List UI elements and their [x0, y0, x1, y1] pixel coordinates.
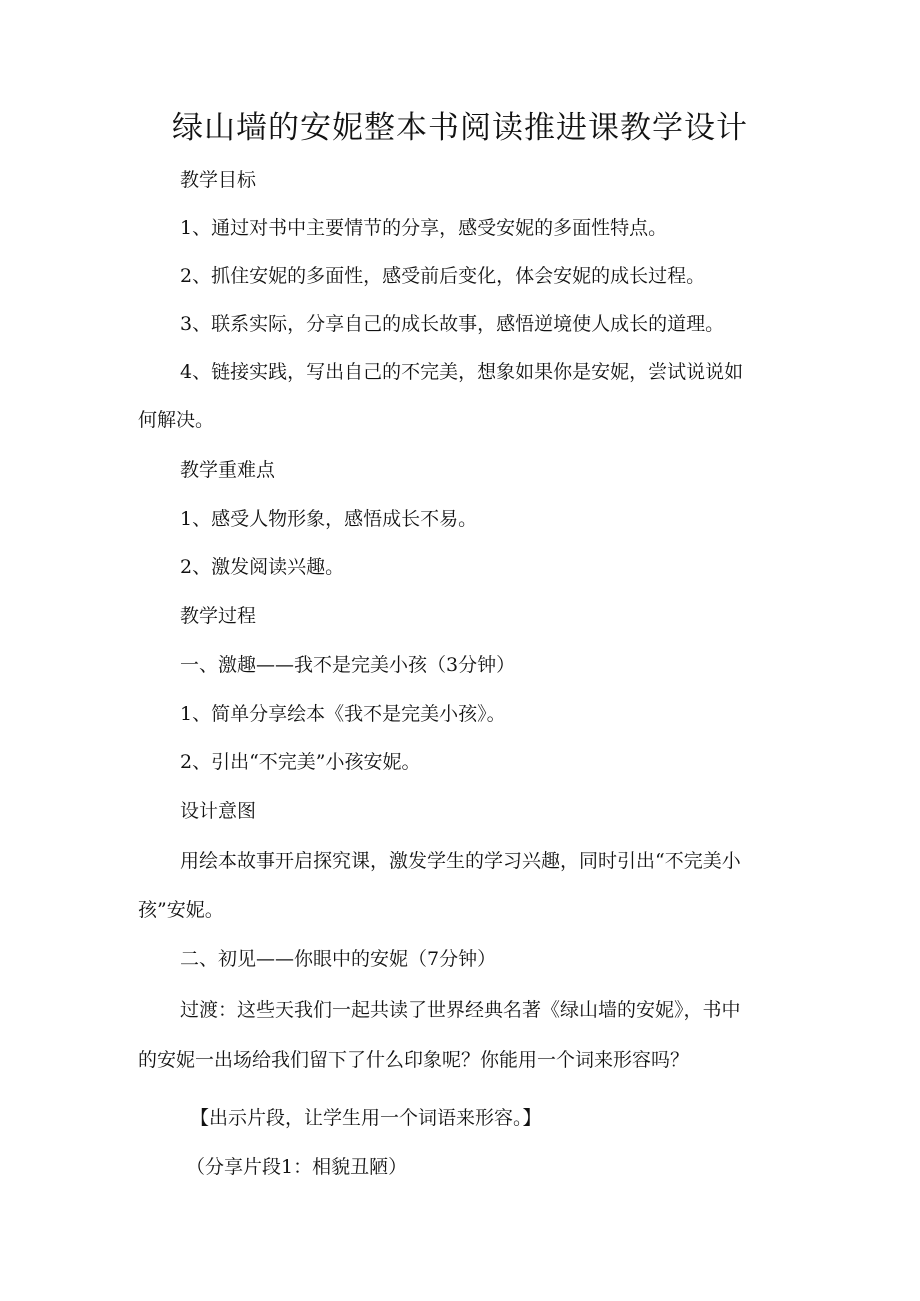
part1-heading: 一、激趣——我不是完美小孩（3分钟） [180, 654, 516, 676]
part1-item-1: 1、简单分享绘本《我不是完美小孩》。 [180, 703, 506, 725]
part2-heading: 二、初见——你眼中的安妮（7分钟） [180, 948, 497, 970]
document-title: 绿山墙的安妮整本书阅读推进课教学设计 [172, 110, 748, 146]
objective-1: 1、通过对书中主要情节的分享，感受安妮的多面性特点。 [180, 217, 668, 239]
part2-fragment: （分享片段1：相貌丑陋） [186, 1156, 408, 1178]
difficulty-2: 2、激发阅读兴趣。 [180, 556, 345, 578]
part2-transition-continued: 的安妮一出场给我们留下了什么印象呢？你能用一个词来形容吗？ [138, 1049, 690, 1071]
design-intent-text: 用绘本故事开启探究课，激发学生的学习兴趣，同时引出“不完美小 [180, 850, 741, 872]
design-intent-heading: 设计意图 [180, 800, 257, 822]
part1-item-2: 2、引出“不完美”小孩安妮。 [180, 751, 421, 773]
objective-4-continued: 何解决。 [138, 409, 215, 431]
objective-4: 4、链接实践，写出自己的不完美，想象如果你是安妮，尝试说说如 [180, 361, 744, 383]
process-heading: 教学过程 [180, 605, 257, 627]
objectives-heading: 教学目标 [180, 169, 257, 191]
part2-instruction: 【出示片段，让学生用一个词语来形容。】 [190, 1107, 542, 1129]
objective-2: 2、抓住安妮的多面性，感受前后变化，体会安妮的成长过程。 [180, 265, 706, 287]
difficulty-1: 1、感受人物形象，感悟成长不易。 [180, 508, 478, 530]
objective-3: 3、联系实际，分享自己的成长故事，感悟逆境使人成长的道理。 [180, 313, 725, 335]
part2-transition: 过渡：这些天我们一起共读了世界经典名著《绿山墙的安妮》，书中 [180, 999, 741, 1021]
design-intent-text-continued: 孩”安妮。 [138, 899, 224, 921]
difficulties-heading: 教学重难点 [180, 459, 276, 481]
